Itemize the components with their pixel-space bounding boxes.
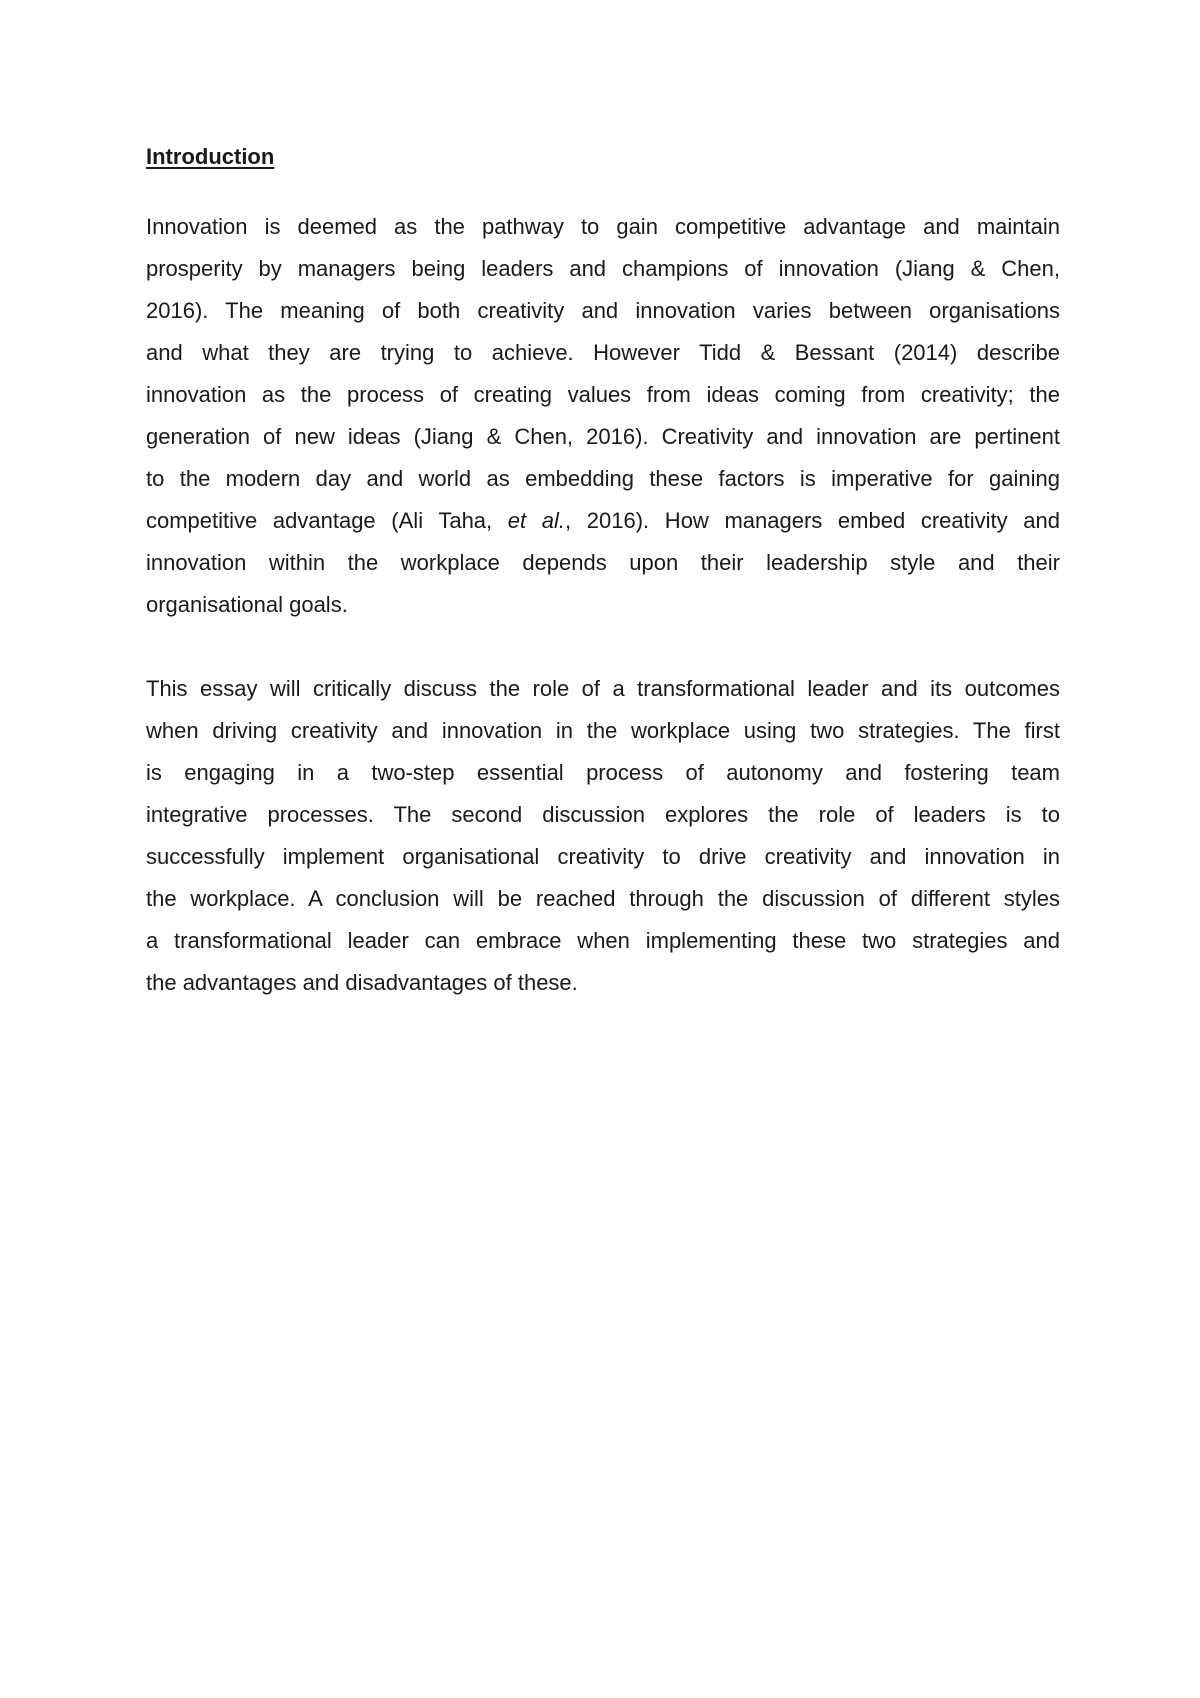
paragraph-line: organisational goals. [146,592,348,617]
paragraph-line: when driving creativity and innovation in the workplace using two strategies. The first [146,718,1060,743]
paragraph-line: prosperity by managers being leaders and champions of innovation (Jiang & Chen, [146,256,1060,281]
paragraph-line: Innovation is deemed as the pathway to gain competitive advantage and maintain [146,214,1060,239]
section-heading: Introduction [146,144,275,169]
paragraph-line: innovation within the workplace depends upon their leadership style and their [146,550,1060,575]
paragraph-line: generation of new ideas (Jiang & Chen, 2016). Creativity and innovation are pertinent [146,424,1060,449]
citation-text: competitive advantage (Ali Taha, [146,508,508,533]
paragraph-line: This essay will critically discuss the role of a transformational leader and its outcomes [146,676,1060,701]
citation-text: , 2016). How managers embed creativity and [565,508,1060,533]
document-body [146,142,1060,1004]
intro-paragraph-1 [146,206,1060,626]
paragraph-line: to the modern day and world as embedding these factors is imperative for gaining [146,466,1060,491]
paragraph-line: successfully implement organisational creativity to drive creativity and innovation in [146,844,1060,869]
paragraph-line: is engaging in a two-step essential process of autonomy and fostering team [146,760,1060,785]
paragraph-line [146,500,1060,542]
paragraph-line: 2016). The meaning of both creativity and innovation varies between organisations [146,298,1060,323]
paragraph-line: and what they are trying to achieve. However Tidd & Bessant (2014) describe [146,340,1060,365]
paragraph-line: integrative processes. The second discussion explores the role of leaders is to [146,802,1060,827]
paragraph-line: the advantages and disadvantages of these. [146,970,578,995]
paragraph-line: innovation as the process of creating values from ideas coming from creativity; the [146,382,1060,407]
citation-et-al: et al. [507,508,566,533]
paragraph-line: a transformational leader can embrace when implementing these two strategies and [146,928,1060,953]
intro-paragraph-2 [146,668,1060,1004]
paragraph-line: the workplace. A conclusion will be reached through the discussion of different styles [146,886,1060,911]
